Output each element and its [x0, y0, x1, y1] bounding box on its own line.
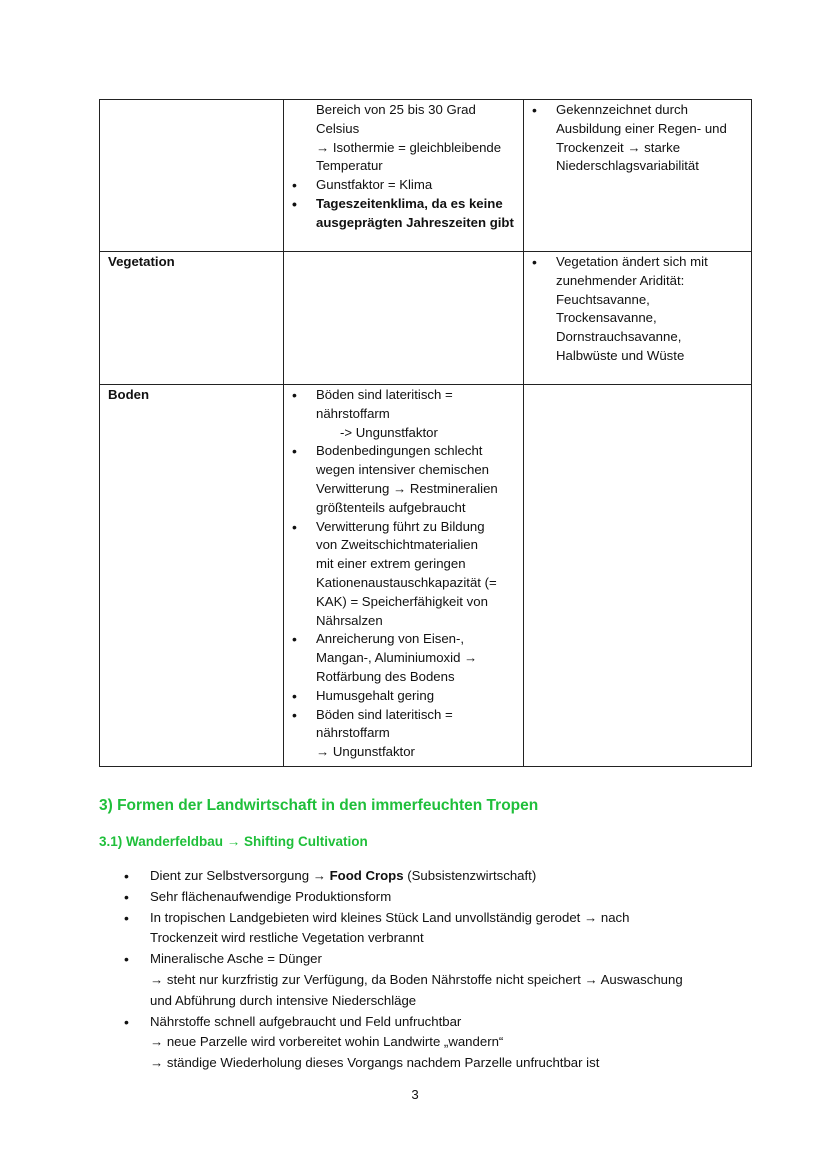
list-item: • Anreicherung von Eisen-, Mangan-, Aluminiumoxid → Rotfärbung des Bodens: [292, 630, 517, 686]
list-item: • Dient zur Selbstversorgung → Food Crops (Subsistenzwirtschaft): [124, 866, 764, 887]
list-item: • Gekennzeichnet durch Ausbildung einer Regen- und Trockenzeit → starke Niederschlagsvariabilität: [532, 101, 745, 176]
cell-vegetation-tropen: [284, 252, 524, 385]
section-heading: 3) Formen der Landwirtschaft in den immerfeuchten Tropen: [99, 797, 539, 814]
page-number: 3: [411, 1087, 419, 1102]
cell-vegetation-savanne: [524, 252, 752, 385]
table-row-boden: [100, 385, 752, 767]
cell-boden-tropen: [284, 385, 524, 767]
comparison-table: [99, 99, 752, 767]
subsection-heading: 3.1) Wanderfeldbau → Shifting Cultivation: [99, 834, 368, 849]
row-label-empty: [100, 100, 284, 252]
row-label-boden: Boden: [100, 385, 284, 767]
list-item: • Böden sind lateritisch = nährstoffarm -> Ungunstfaktor: [292, 386, 517, 442]
list-item: • Mineralische Asche = Dünger → steht nur kurzfristig zur Verfügung, da Boden Nährstoffe nicht speichert → Auswaschung und Abführung durch intensive Niederschläge: [124, 949, 764, 1011]
list-item: • Gunstfaktor = Klima: [292, 176, 517, 195]
list-item: Bereich von 25 bis 30 Grad Celsius → Isothermie = gleichbleibende Temperatur: [316, 102, 502, 174]
list-item: • In tropischen Landgebieten wird kleines Stück Land unvollständig gerodet → nach Trockenzeit wird restliche Vegetation verbrannt: [124, 908, 764, 950]
list-item: • Vegetation ändert sich mit zunehmender Aridität: Feuchtsavanne, Trockensavanne, Dornstrauchsavanne, Halbwüste und Wüste: [532, 253, 745, 366]
table-row-klima: [100, 100, 752, 252]
bullet-list: [124, 866, 764, 1074]
list-item: • Tageszeitenklima, da es keine ausgeprägten Jahreszeiten gibt: [292, 195, 517, 233]
table-row-vegetation: [100, 252, 752, 385]
cell-boden-savanne: [524, 385, 752, 767]
list-item: • Humusgehalt gering: [292, 687, 517, 706]
cell-klima-savanne: [524, 100, 752, 252]
list-item: • Verwitterung führt zu Bildung von Zweitschichtmaterialien mit einer extrem geringen Kationenaustauschkapazität (= KAK) = Speicherfähigkeit von Nährsalzen: [292, 518, 517, 631]
list-item: • Böden sind lateritisch = nährstoffarm → Ungunstfaktor: [292, 706, 517, 762]
cell-klima-tropen: [284, 100, 524, 252]
row-label-vegetation: Vegetation: [100, 252, 284, 385]
list-item: • Nährstoffe schnell aufgebraucht und Feld unfruchtbar → neue Parzelle wird vorbereitet wohin Landwirte „wandern“ → ständige Wiederholung dieses Vorgangs nachdem Parzelle unfruchtbar ist: [124, 1012, 764, 1074]
list-item: • Sehr flächenaufwendige Produktionsform: [124, 887, 764, 908]
list-item: • Bodenbedingungen schlecht wegen intensiver chemischen Verwitterung → Restmineralien größtenteils aufgebraucht: [292, 442, 517, 517]
